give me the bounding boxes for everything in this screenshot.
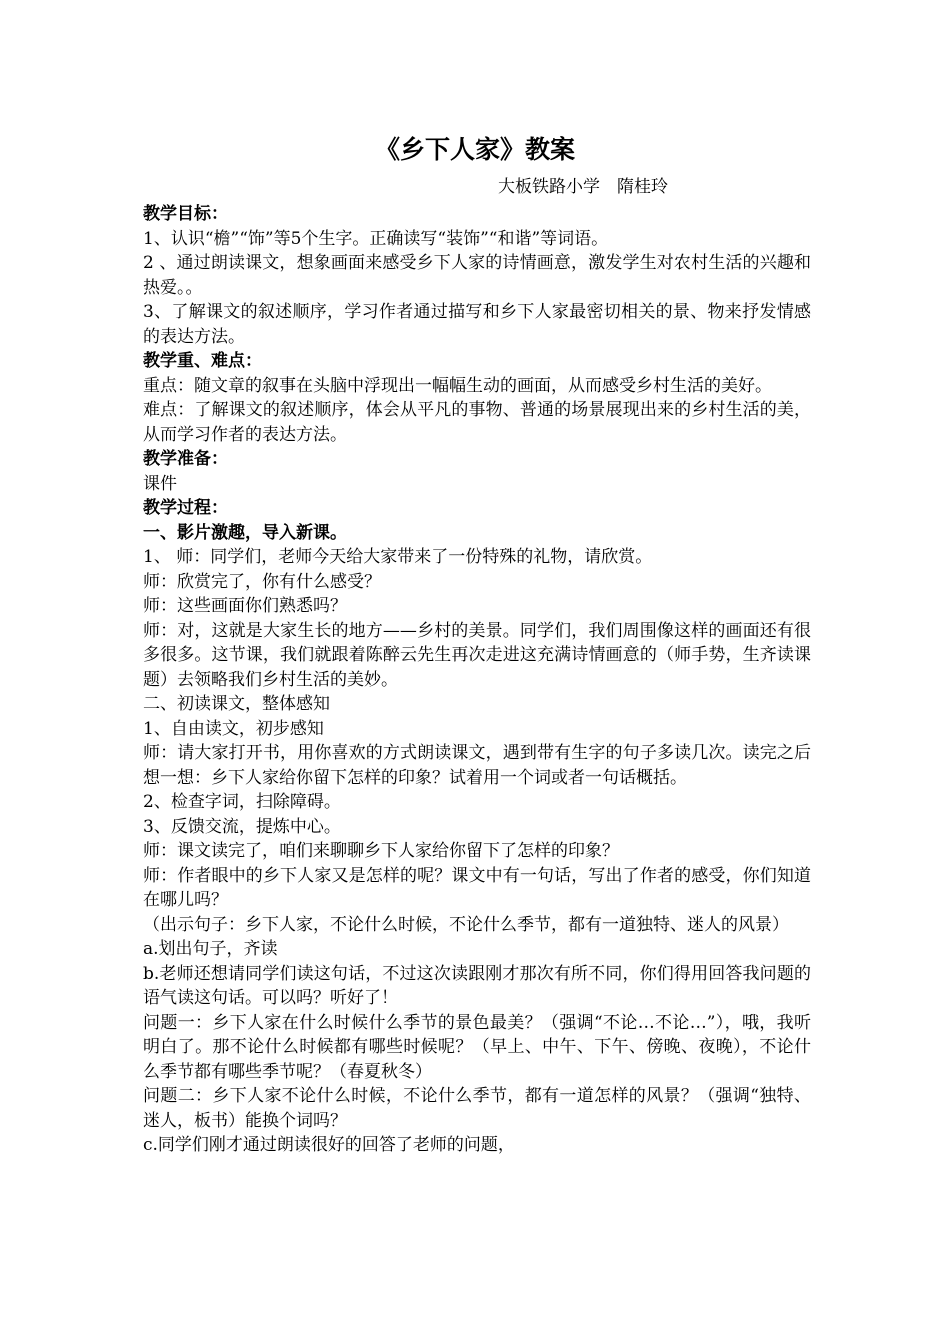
- paragraph: 二、初读课文，整体感知: [143, 694, 330, 714]
- paragraph: a.划出句子，齐读: [143, 939, 278, 959]
- paragraph: 师：对，这就是大家生长的地方——乡村的美景。同学们，我们周围像这样的画面还有很多很多。这节课，我们就跟着陈醉云先生再次走进这充满诗情画意的（师手势，生齐读课题）去领略我们乡村生活的美妙。: [143, 620, 811, 690]
- paragraph: 问题一：乡下人家在什么时候什么季节的景色最美？（强调“不论…不论…”），哦，我听明白了。那不论什么时候都有哪些时候呢？（早上、中午、下午、傍晚、夜晚），不论什么季节都有哪些季节呢？（春夏秋冬）: [143, 1012, 811, 1082]
- author-line: 大板铁路小学 隋桂玲: [498, 177, 668, 197]
- section-heading: 一、影片激趣，导入新课。: [143, 522, 347, 543]
- paragraph: 1、 师：同学们，老师今天给大家带来了一份特殊的礼物，请欣赏。: [143, 547, 653, 567]
- paragraph: 师：这些画面你们熟悉吗？: [143, 596, 347, 616]
- paragraph: 3、了解课文的叙述顺序，学习作者通过描写和乡下人家最密切相关的景、物来抒发情感的表达方法。: [143, 302, 811, 347]
- paragraph: 重点：随文章的叙事在头脑中浮现出一幅幅生动的画面，从而感受乡村生活的美好。: [143, 375, 772, 396]
- section-heading: 教学目标：: [143, 204, 228, 224]
- paragraph: 1、自由读文，初步感知: [143, 718, 324, 739]
- paragraph: c.同学们刚才通过朗读很好的回答了老师的问题，: [143, 1135, 515, 1155]
- section-heading: 教学重、难点：: [143, 351, 262, 371]
- paragraph: 3、反馈交流，提炼中心。: [143, 816, 341, 837]
- paragraph: 课件: [143, 473, 177, 494]
- paragraph: 2 、通过朗读课文，想象画面来感受乡下人家的诗情画意，激发学生对农村生活的兴趣和热爱。。: [143, 253, 811, 298]
- paragraph: 师：作者眼中的乡下人家又是怎样的呢？课文中有一句话，写出了作者的感受，你们知道在哪儿吗？: [143, 865, 811, 910]
- paragraph: （出示句子：乡下人家，不论什么时候，不论什么季节，都有一道独特、迷人的风景）: [143, 914, 789, 935]
- paragraph: 难点：了解课文的叙述顺序，体会从平凡的事物、普通的场景展现出来的乡村生活的美，从而学习作者的表达方法。: [143, 400, 811, 445]
- paragraph: 师：课文读完了，咱们来聊聊乡下人家给你留下了怎样的印象？: [143, 841, 619, 861]
- paragraph: 问题二：乡下人家不论什么时候，不论什么季节，都有一道怎样的风景？（强调“独特、迷人，板书）能换个词吗？: [143, 1086, 811, 1131]
- paragraph: b.老师还想请同学们读这句话，不过这次读跟刚才那次有所不同，你们得用回答我问题的语气读这句话。可以吗？听好了！: [143, 963, 811, 1008]
- document-body: [143, 202, 811, 1158]
- paragraph: 2、检查字词，扫除障碍。: [143, 792, 341, 812]
- section-heading: 教学过程：: [143, 498, 228, 518]
- document-title: 《乡下人家》教案: [374, 135, 575, 164]
- section-heading: 教学准备：: [143, 449, 228, 469]
- paragraph: 师：请大家打开书，用你喜欢的方式朗读课文，遇到带有生字的句子多读几次。读完之后想一想：乡下人家给你留下怎样的印象？试着用一个词或者一句话概括。: [143, 743, 811, 788]
- paragraph: 1、认识“檐”“饰”等5个生字。正确读写“装饰”“和谐”等词语。: [143, 228, 609, 249]
- paragraph: 师：欣赏完了，你有什么感受？: [143, 571, 381, 592]
